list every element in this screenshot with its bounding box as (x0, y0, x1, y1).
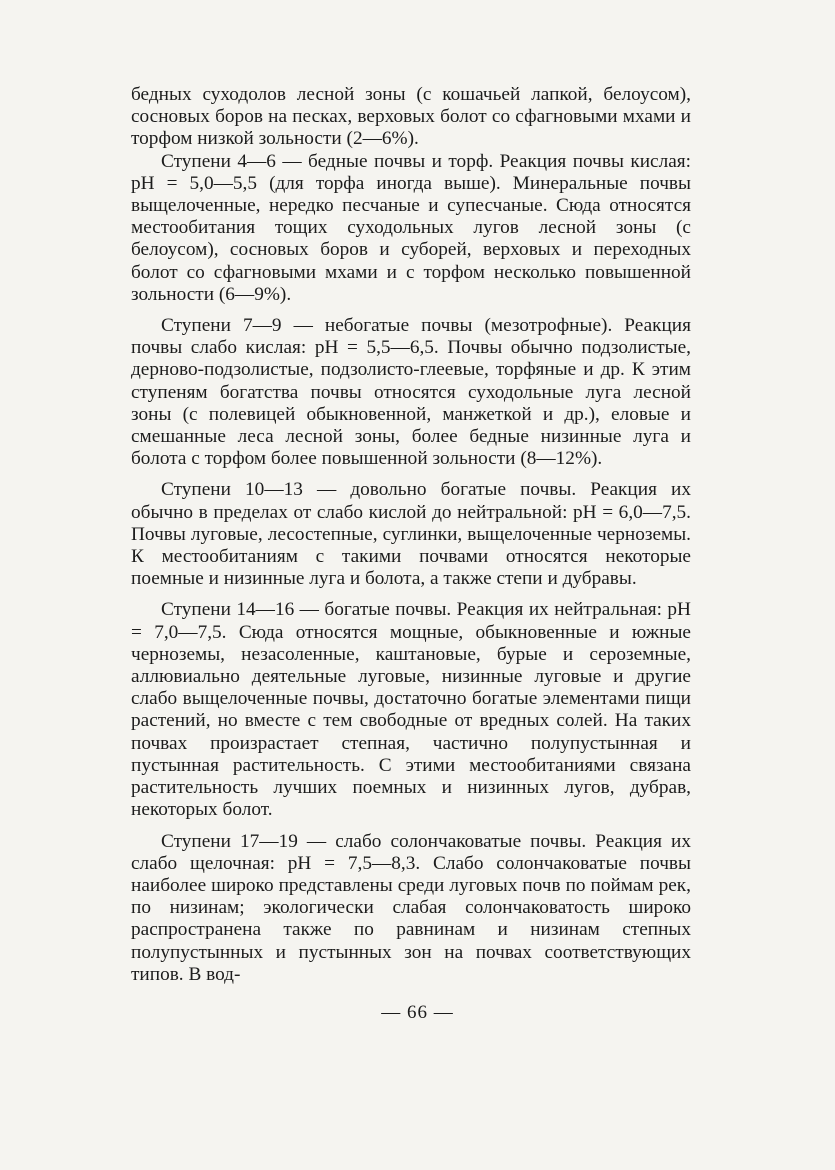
page-number: — 66 — (381, 1002, 454, 1023)
page-body (131, 84, 691, 986)
paragraph-steps-7-9: Ступени 7—9 — небогатые почвы (мезотрофные). Реакция почвы слабо кислая: pH = 5,5—6,5. Почвы обычно подзолистые, дерново-подзолистые, подзолисто-глеевые, торфяные и др. К этим ступеням богатства почвы относятся суходольные луга лесной зоны (с полевицей обыкновенной, манжеткой и др.), еловые и смешанные леса лесной зоны, более бедные низинные луга и болота с торфом более повышенной зольности (8—12%). (131, 315, 691, 470)
paragraph-steps-17-19: Ступени 17—19 — слабо солончаковатые почвы. Реакция их слабо щелочная: pH = 7,5—8,3. Слабо солончаковатые почвы наиболее широко представлены среди луговых почв по поймам рек, по низинам; экологически слабая солончаковатость широко распространена также по равнинам и низинам степных полупустынных и пустынных зон на почвах соответствующих типов. В вод- (131, 830, 691, 985)
paragraph-steps-10-13: Ступени 10—13 — довольно богатые почвы. Реакция их обычно в пределах от слабо кислой до нейтральной: pH = 6,0—7,5. Почвы луговые, лесостепные, суглинки, выщелоченные черноземы. К местообитаниям с такими почвами относятся некоторые поемные и низинные луга и болота, а также степи и дубравы. (131, 479, 691, 590)
paragraph-steps-14-16: Ступени 14—16 — богатые почвы. Реакция их нейтральная: pH = 7,0—7,5. Сюда относятся мощные, обыкновенные и южные черноземы, незасоленные, каштановые, бурые и сероземные, аллювиально деятельные луговые, низинные луговые и другие слабо выщелоченные почвы, достаточно богатые элементами пищи растений, но вместе с тем свободные от вредных солей. На таких почвах произрастает степная, частично полупустынная и пустынная растительность. С этими местообитаниями связана растительность лучших поемных и низинных лугов, дубрав, некоторых болот. (131, 599, 691, 821)
paragraph-steps-4-6: Ступени 4—6 — бедные почвы и торф. Реакция почвы кислая: pH = 5,0—5,5 (для торфа иногда выше). Минеральные почвы выщелоченные, нередко песчаные и супесчаные. Сюда относятся местообитания тощих суходольных лугов лесной зоны (с белоусом), сосновых боров и суборей, верховых и переходных болот со сфагновыми мхами и с торфом несколько повышенной зольности (6—9%). (131, 150, 691, 305)
paragraph-continuation: бедных суходолов лесной зоны (с кошачьей лапкой, белоусом), сосновых боров на песках, верховых болот со сфагновыми мхами и торфом низкой зольности (2—6%). (131, 84, 691, 150)
